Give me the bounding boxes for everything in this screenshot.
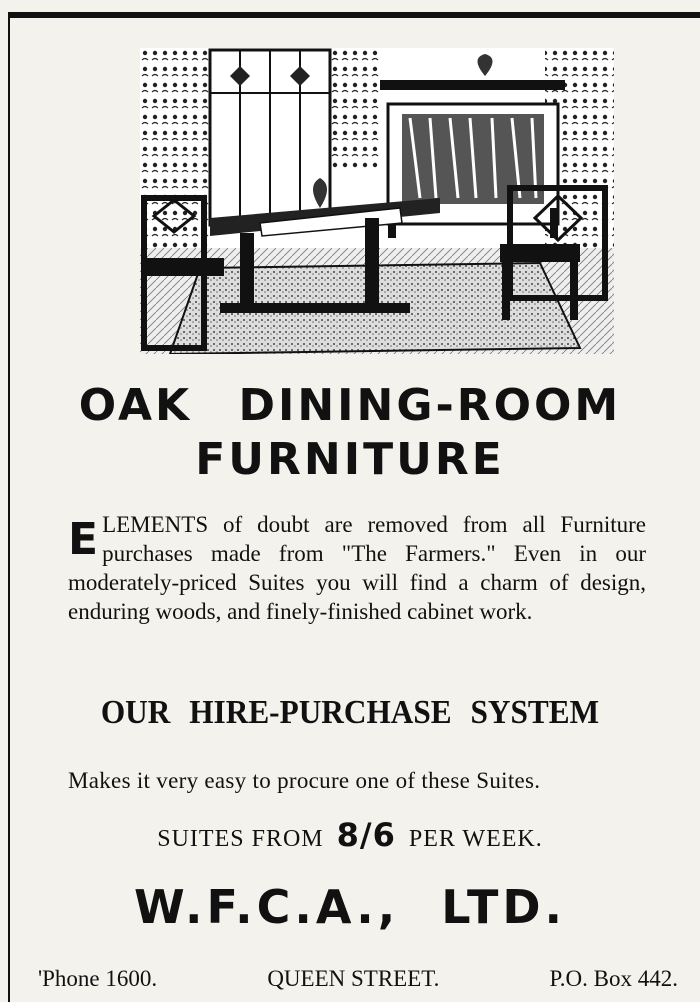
suites-suffix: PER WEEK. — [408, 826, 543, 852]
drop-cap: E — [68, 514, 99, 565]
makes-it-easy-line: Makes it very easy to procure one of these Suites. — [68, 768, 541, 793]
po-box: P.O. Box 442. — [549, 966, 678, 991]
phone-number: 'Phone 1600. — [38, 966, 158, 991]
headline-line-1: OAK DINING-ROOM — [78, 380, 622, 431]
body-paragraph — [68, 510, 646, 626]
dining-room-illustration — [140, 48, 614, 354]
street-address: QUEEN STREET. — [267, 966, 440, 991]
body-text: LEMENTS of doubt are removed from all Furniture purchases made from "The Farmers." Even in our moderately-priced Suites you will find a charm of design, enduring woods, and finely-finished cabinet work. — [68, 512, 646, 624]
suites-prefix: SUITES FROM — [157, 826, 324, 852]
footer-contact — [38, 966, 678, 992]
weekly-price: 8/6 — [336, 816, 396, 854]
headline-line-2: FURNITURE — [195, 434, 505, 485]
hire-purchase-heading: OUR HIRE-PURCHASE SYSTEM — [100, 694, 600, 731]
company-name: W.F.C.A., LTD. — [134, 880, 566, 934]
suites-price-line — [0, 816, 700, 854]
